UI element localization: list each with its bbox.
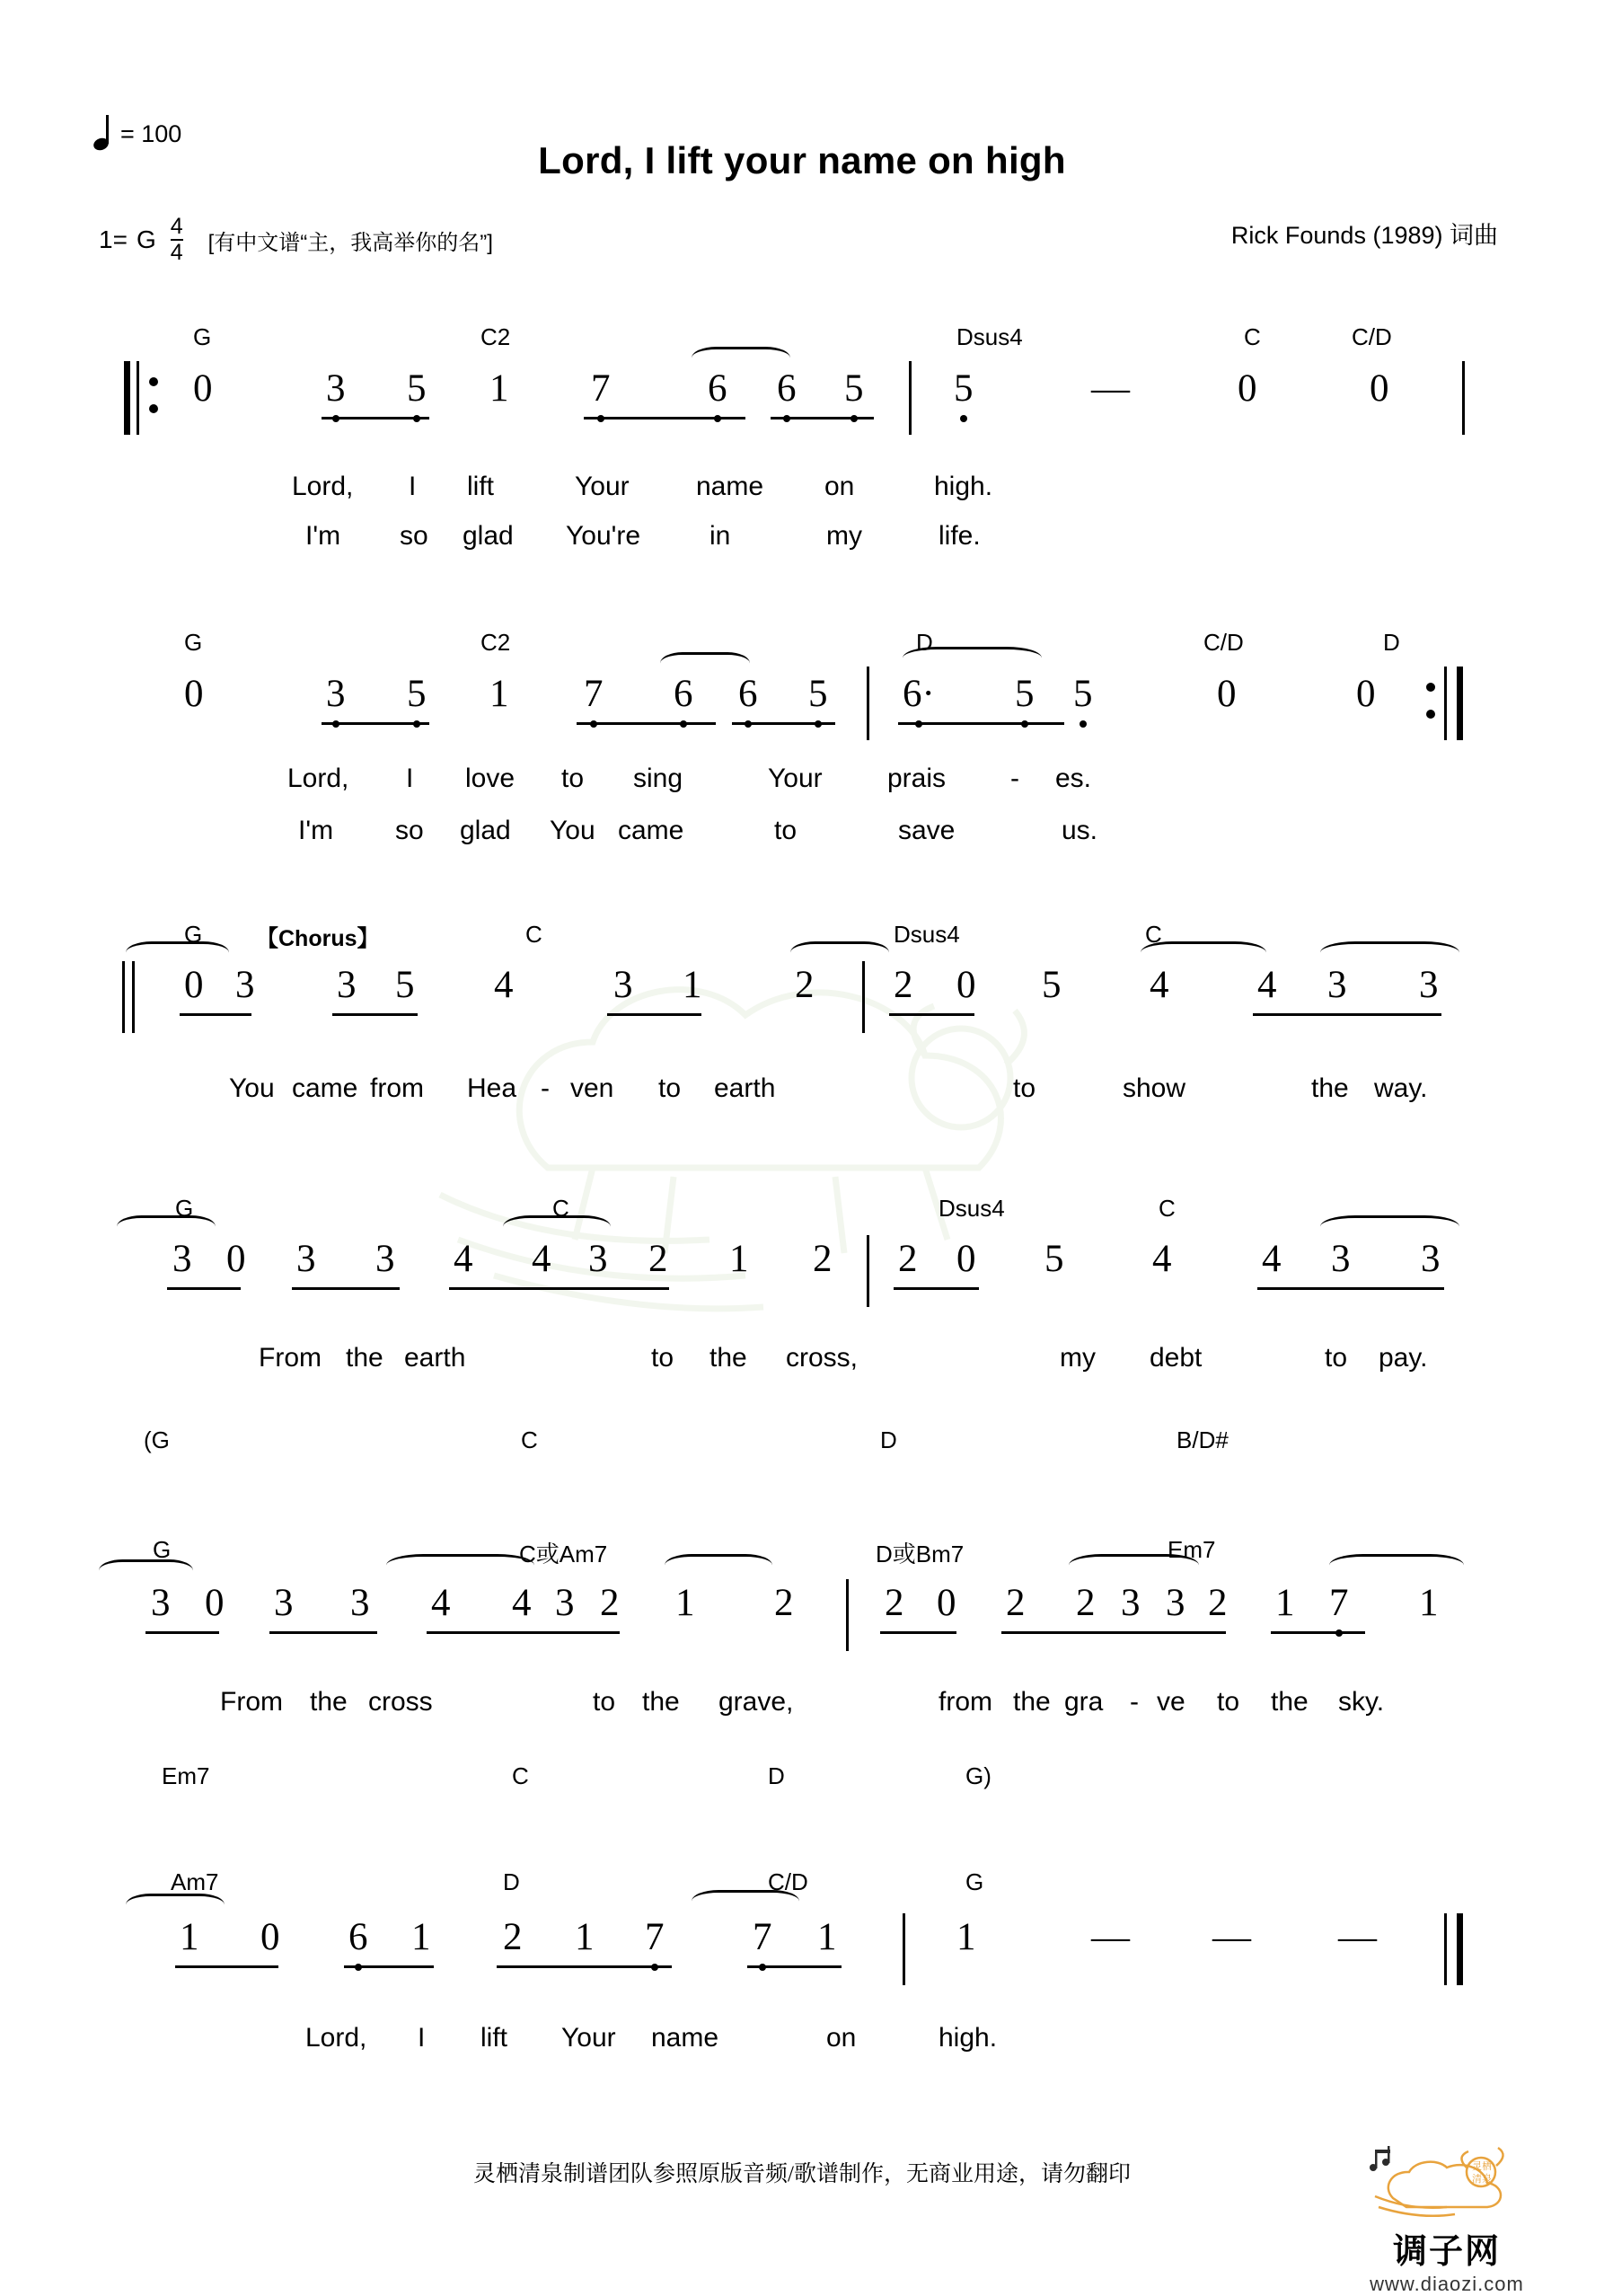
note: 0 xyxy=(260,1916,280,1958)
slur xyxy=(903,647,1042,669)
lyric-word: came xyxy=(292,1073,358,1103)
note: 1 xyxy=(683,964,702,1006)
lyric-word: gra xyxy=(1064,1687,1104,1717)
note: 4 xyxy=(532,1238,551,1280)
music-system-3 xyxy=(0,907,1604,1132)
slur xyxy=(660,652,750,675)
note: 3 xyxy=(1331,1238,1351,1280)
note: 2 xyxy=(648,1238,668,1280)
lyric-word: ven xyxy=(570,1073,614,1103)
note: 3 xyxy=(1327,964,1347,1006)
note: 2 xyxy=(600,1582,620,1624)
lyric-word: the xyxy=(1311,1073,1349,1103)
note: 2 xyxy=(774,1582,794,1624)
note: 2 xyxy=(1208,1582,1228,1624)
chord-symbol: C xyxy=(525,921,542,948)
chord-symbol: C xyxy=(1244,323,1261,350)
note: 3 xyxy=(375,1238,395,1280)
note-row-1 xyxy=(0,366,1604,429)
beam xyxy=(747,1965,842,1968)
barline xyxy=(903,1913,905,1985)
lyric-word: the xyxy=(346,1343,383,1373)
lyric-word: You xyxy=(550,816,595,845)
lyric-word: the xyxy=(1013,1687,1051,1717)
note: 3 xyxy=(172,1238,192,1280)
beam xyxy=(449,1287,669,1290)
note: 6 xyxy=(738,673,758,715)
note: 0 xyxy=(956,964,976,1006)
chord-symbol: C/D xyxy=(768,1868,808,1895)
lyric-word: prais xyxy=(887,764,947,793)
repeat-dots xyxy=(1426,683,1435,737)
lyric-word: glad xyxy=(460,816,511,845)
note: 5 xyxy=(407,673,427,715)
svg-text:清泉: 清泉 xyxy=(1472,2174,1492,2185)
note: 0 xyxy=(1370,367,1389,410)
lyric-word: life. xyxy=(939,521,981,551)
note: 2 xyxy=(503,1916,523,1958)
note-row-6 xyxy=(0,1915,1604,1978)
note: 2 xyxy=(813,1238,833,1280)
chord-symbol: Dsus4 xyxy=(894,921,960,948)
note-row-2 xyxy=(0,672,1604,735)
note-dash: — xyxy=(1091,367,1130,410)
key-signature xyxy=(99,216,493,264)
note: 7 xyxy=(591,367,611,410)
note: 1 xyxy=(956,1916,976,1958)
note: 0 xyxy=(184,673,204,715)
beam xyxy=(292,1287,400,1290)
note: 4 xyxy=(431,1582,451,1624)
chord-symbol: G xyxy=(965,1868,984,1895)
lyric-word: - xyxy=(541,1073,550,1103)
chord-symbol: G xyxy=(175,1195,194,1222)
tempo-value: = 100 xyxy=(120,119,182,147)
lyric-word: sing xyxy=(633,764,683,793)
music-system-6 xyxy=(0,1850,1604,2102)
beam xyxy=(497,1965,672,1968)
slur xyxy=(790,941,889,964)
slur xyxy=(1141,941,1266,964)
alt-chord-row-5 xyxy=(0,1762,1604,1793)
chord-symbol: Dsus4 xyxy=(956,323,1023,350)
chord-row-2 xyxy=(0,629,1604,659)
beam xyxy=(1001,1631,1226,1634)
lyric-word: to xyxy=(1217,1687,1240,1717)
beam xyxy=(894,1287,979,1290)
chord-symbol: D或Bm7 xyxy=(876,1541,965,1567)
beam xyxy=(771,417,874,419)
note: 7 xyxy=(645,1916,665,1958)
brand-logo-icon xyxy=(1366,2142,1528,2223)
lyric-word: show xyxy=(1123,1073,1186,1103)
note: 7 xyxy=(584,673,604,715)
note: 7 xyxy=(753,1916,772,1958)
note: 1 xyxy=(1275,1582,1295,1624)
lyric-word: grave, xyxy=(718,1687,794,1717)
note: 3 xyxy=(326,673,346,715)
note: 1 xyxy=(575,1916,595,1958)
note: 0 xyxy=(1217,673,1237,715)
slur xyxy=(503,1215,611,1238)
lyric-word: high. xyxy=(934,472,993,501)
barline xyxy=(862,961,865,1033)
note-dash: — xyxy=(1212,1916,1251,1958)
note: 2 xyxy=(795,964,815,1006)
lyric-word: the xyxy=(709,1343,747,1373)
lyric-word: Your xyxy=(575,472,630,501)
note: 3 xyxy=(1121,1582,1141,1624)
beam xyxy=(889,1013,974,1016)
barline xyxy=(846,1579,849,1651)
lyric-word: to xyxy=(561,764,585,793)
lyric-word: debt xyxy=(1150,1343,1203,1373)
chorus-label: 【Chorus】 xyxy=(256,926,380,951)
chord-symbol: D xyxy=(916,629,933,656)
lyric-word: From xyxy=(220,1687,283,1717)
lyric-word: I xyxy=(406,764,414,793)
chord-row-1 xyxy=(0,323,1604,354)
beam xyxy=(332,1013,418,1016)
note: 1 xyxy=(1419,1582,1439,1624)
svg-text:灵栖: 灵栖 xyxy=(1472,2161,1492,2172)
note: 3 xyxy=(1166,1582,1185,1624)
alt-chord-row-4 xyxy=(0,1426,1604,1457)
music-system-5 xyxy=(0,1527,1604,1797)
lyric-word: save xyxy=(898,816,956,845)
note: 2 xyxy=(894,964,913,1006)
lyric-word: the xyxy=(642,1687,680,1717)
note: 3 xyxy=(235,964,255,1006)
slur xyxy=(692,1890,799,1912)
lyric-word: high. xyxy=(939,2023,998,2053)
note: 5 xyxy=(808,673,828,715)
note-dash: — xyxy=(1091,1916,1130,1958)
repeat-end-barline xyxy=(1457,667,1463,740)
lyric-word: Lord, xyxy=(292,472,354,501)
note: 0 xyxy=(937,1582,956,1624)
note: 7 xyxy=(1329,1582,1349,1624)
lyric-word: cross xyxy=(368,1687,433,1717)
lyric-word: to xyxy=(1013,1073,1036,1103)
chord-symbol: C xyxy=(552,1195,569,1222)
lyric-word: love xyxy=(465,764,516,793)
note-dash: — xyxy=(1338,1916,1377,1958)
note: 3 xyxy=(151,1582,171,1624)
note: 0 xyxy=(1238,367,1257,410)
note: 1 xyxy=(675,1582,695,1624)
note: 5 xyxy=(407,367,427,410)
slur xyxy=(386,1554,534,1576)
note: 1 xyxy=(180,1916,199,1958)
beam xyxy=(269,1631,377,1634)
chord-symbol: G xyxy=(153,1536,172,1563)
note-row-3 xyxy=(0,963,1604,1026)
note: 0 xyxy=(226,1238,246,1280)
note: 0 xyxy=(956,1238,976,1280)
lyric-word: to xyxy=(651,1343,674,1373)
beam xyxy=(145,1631,219,1634)
chord-symbol: C/D xyxy=(1203,629,1244,656)
beam xyxy=(880,1631,956,1634)
lyric-word: pay. xyxy=(1379,1343,1428,1373)
note: 6· xyxy=(903,673,935,715)
note: 5 xyxy=(395,964,415,1006)
chord-symbol: G) xyxy=(965,1762,991,1789)
beam xyxy=(344,1965,434,1968)
note: 4 xyxy=(1257,964,1277,1006)
note: 4 xyxy=(1262,1238,1282,1280)
slur xyxy=(99,1559,193,1582)
slur xyxy=(665,1554,772,1576)
slur xyxy=(1069,1554,1199,1576)
chord-symbol: C2 xyxy=(480,629,511,656)
lyric-word: us. xyxy=(1062,816,1098,845)
lyric-word: es. xyxy=(1055,764,1092,793)
note: 3 xyxy=(274,1582,294,1624)
music-system-1 xyxy=(0,305,1604,557)
note: 2 xyxy=(1076,1582,1096,1624)
footer-credit: 灵栖清泉制谱团队参照原版音频/歌谱制作，无商业用途，请勿翻印 xyxy=(473,2162,1131,2186)
note: 5 xyxy=(954,367,974,410)
page-title: Lord, I lift your name on high xyxy=(538,139,1066,181)
slur xyxy=(126,1894,225,1916)
lyric-word: name xyxy=(651,2023,719,2053)
lyric-word: From xyxy=(259,1343,322,1373)
note: 2 xyxy=(1006,1582,1026,1624)
note: 2 xyxy=(885,1582,904,1624)
chord-symbol: C xyxy=(1145,921,1162,948)
lyric-word: earth xyxy=(404,1343,466,1373)
note: 2 xyxy=(898,1238,918,1280)
lyric-word: my xyxy=(826,521,862,551)
note: 5 xyxy=(1042,964,1062,1006)
brand-watermark xyxy=(1344,2142,1550,2296)
music-system-2 xyxy=(0,620,1604,871)
note: 5 xyxy=(1044,1238,1064,1280)
slur xyxy=(692,347,790,369)
note-row-4 xyxy=(0,1237,1604,1300)
beam xyxy=(175,1965,278,1968)
time-sig-bottom: 4 xyxy=(170,239,183,265)
lyric-word: the xyxy=(1271,1687,1309,1717)
beam xyxy=(577,722,716,725)
lyric-word: name xyxy=(696,472,764,501)
note: 6 xyxy=(777,367,797,410)
lyric-word: to xyxy=(774,816,798,845)
chord-symbol: Am7 xyxy=(171,1868,219,1895)
note: 1 xyxy=(817,1916,837,1958)
final-barline-thin xyxy=(1444,1913,1447,1985)
chord-symbol: Dsus4 xyxy=(939,1195,1005,1222)
music-system-4 xyxy=(0,1186,1604,1453)
lyric-word: I xyxy=(418,2023,426,2053)
note: 0 xyxy=(184,964,204,1006)
note: 4 xyxy=(512,1582,532,1624)
chord-row-6 xyxy=(0,1868,1604,1899)
lyric-word: to xyxy=(658,1073,682,1103)
note: 0 xyxy=(205,1582,225,1624)
key-label: 1= xyxy=(99,225,128,253)
chord-symbol: C/D xyxy=(1352,323,1392,350)
note: 5 xyxy=(844,367,864,410)
lyric-word: from xyxy=(939,1687,992,1717)
lyric-word: so xyxy=(395,816,424,845)
chord-symbol: G xyxy=(184,629,203,656)
lyric-word: - xyxy=(1010,764,1019,793)
barline xyxy=(867,1235,869,1307)
barline xyxy=(909,361,912,435)
slur xyxy=(126,941,229,964)
note: 3 xyxy=(326,367,346,410)
note: 3 xyxy=(296,1238,316,1280)
chord-symbol: D xyxy=(880,1426,897,1453)
brand-name: 调子网 xyxy=(1392,2233,1501,2271)
note: 3 xyxy=(350,1582,370,1624)
lyric-word: ve xyxy=(1157,1687,1185,1717)
note: 3 xyxy=(1421,1238,1441,1280)
final-barline-thick xyxy=(1457,1913,1463,1985)
beam xyxy=(1271,1631,1365,1634)
lyric-word: glad xyxy=(463,521,514,551)
lyric-word: in xyxy=(709,521,731,551)
lyric-word: on xyxy=(826,2023,857,2053)
chord-symbol: C xyxy=(1159,1195,1176,1222)
chord-symbol: B/D# xyxy=(1177,1426,1229,1453)
chord-symbol: C或Am7 xyxy=(519,1541,608,1567)
lyric-word: You're xyxy=(566,521,641,551)
chord-symbol: Em7 xyxy=(162,1762,210,1789)
note: 5 xyxy=(1073,673,1093,715)
chord-symbol: C2 xyxy=(480,323,511,350)
note: 3 xyxy=(337,964,357,1006)
chord-symbol: Em7 xyxy=(1168,1536,1216,1563)
barline xyxy=(1462,361,1465,435)
note: 1 xyxy=(411,1916,431,1958)
note: 3 xyxy=(1419,964,1439,1006)
beam xyxy=(584,417,745,419)
chord-symbol: C xyxy=(521,1426,538,1453)
note: 4 xyxy=(1150,964,1169,1006)
lyric-word: to xyxy=(593,1687,616,1717)
lyric-word: I'm xyxy=(298,816,334,845)
barline xyxy=(867,667,869,740)
lyric-word: my xyxy=(1060,1343,1096,1373)
composer-credit: Rick Founds (1989) 词曲 xyxy=(1230,222,1498,249)
note: 0 xyxy=(1356,673,1376,715)
beam xyxy=(898,722,1064,725)
lyric-word: I xyxy=(409,472,417,501)
lyric-word: earth xyxy=(714,1073,776,1103)
lyric-word: way. xyxy=(1374,1073,1428,1103)
beam xyxy=(167,1287,241,1290)
beam xyxy=(1327,1287,1444,1290)
lyric-word: from xyxy=(370,1073,424,1103)
lyric-word: to xyxy=(1325,1343,1348,1373)
lyric-word: - xyxy=(1130,1687,1139,1717)
note: 4 xyxy=(494,964,514,1006)
key-value: G xyxy=(136,225,156,253)
lyric-word: so xyxy=(400,521,428,551)
chord-symbol: D xyxy=(503,1868,520,1895)
beam xyxy=(322,722,429,725)
chord-symbol: C xyxy=(512,1762,529,1789)
beam xyxy=(180,1013,251,1016)
beam xyxy=(322,417,429,419)
lyric-word: came xyxy=(618,816,684,845)
note: 0 xyxy=(193,367,213,410)
chord-symbol: (G xyxy=(144,1426,170,1453)
note: 1 xyxy=(729,1238,749,1280)
slur xyxy=(117,1215,216,1238)
slur xyxy=(1320,941,1459,964)
note: 6 xyxy=(674,673,693,715)
note: 3 xyxy=(588,1238,608,1280)
note: 1 xyxy=(489,367,509,410)
lyric-word: Hea xyxy=(467,1073,517,1103)
beam xyxy=(732,722,835,725)
note: 3 xyxy=(555,1582,575,1624)
lyric-word: on xyxy=(824,472,855,501)
slur xyxy=(1320,1215,1459,1238)
chord-symbol: D xyxy=(768,1762,785,1789)
lyric-word: the xyxy=(310,1687,348,1717)
lyric-word: You xyxy=(229,1073,275,1103)
lyric-word: lift xyxy=(480,2023,507,2053)
note: 1 xyxy=(489,673,509,715)
chord-symbol: D xyxy=(1383,629,1400,656)
chord-symbol: G xyxy=(184,921,203,948)
time-signature xyxy=(171,216,183,264)
brand-url: www.diaozi.com xyxy=(1370,2273,1524,2295)
lyric-word: I'm xyxy=(305,521,341,551)
note: 6 xyxy=(708,367,727,410)
repeat-end-thin xyxy=(1444,667,1447,740)
time-sig-top: 4 xyxy=(170,214,183,239)
lyric-word: sky. xyxy=(1338,1687,1385,1717)
note: 3 xyxy=(613,964,633,1006)
lyric-word: cross, xyxy=(786,1343,859,1373)
slur xyxy=(1329,1554,1464,1576)
lyric-word: lift xyxy=(467,472,494,501)
lyric-word: Lord, xyxy=(287,764,349,793)
beam xyxy=(1325,1013,1441,1016)
note: 4 xyxy=(454,1238,473,1280)
chord-symbol: G xyxy=(193,323,212,350)
lyric-word: Your xyxy=(768,764,823,793)
note: 6 xyxy=(348,1916,368,1958)
lyric-word: Your xyxy=(561,2023,616,2053)
beam xyxy=(427,1631,620,1634)
lyric-word: Lord, xyxy=(305,2023,367,2053)
beam xyxy=(607,1013,701,1016)
chinese-version-note: [有中文谱“主，我高举你的名”] xyxy=(207,230,493,255)
note: 5 xyxy=(1015,673,1035,715)
note-row-5 xyxy=(0,1581,1604,1644)
note: 4 xyxy=(1152,1238,1172,1280)
